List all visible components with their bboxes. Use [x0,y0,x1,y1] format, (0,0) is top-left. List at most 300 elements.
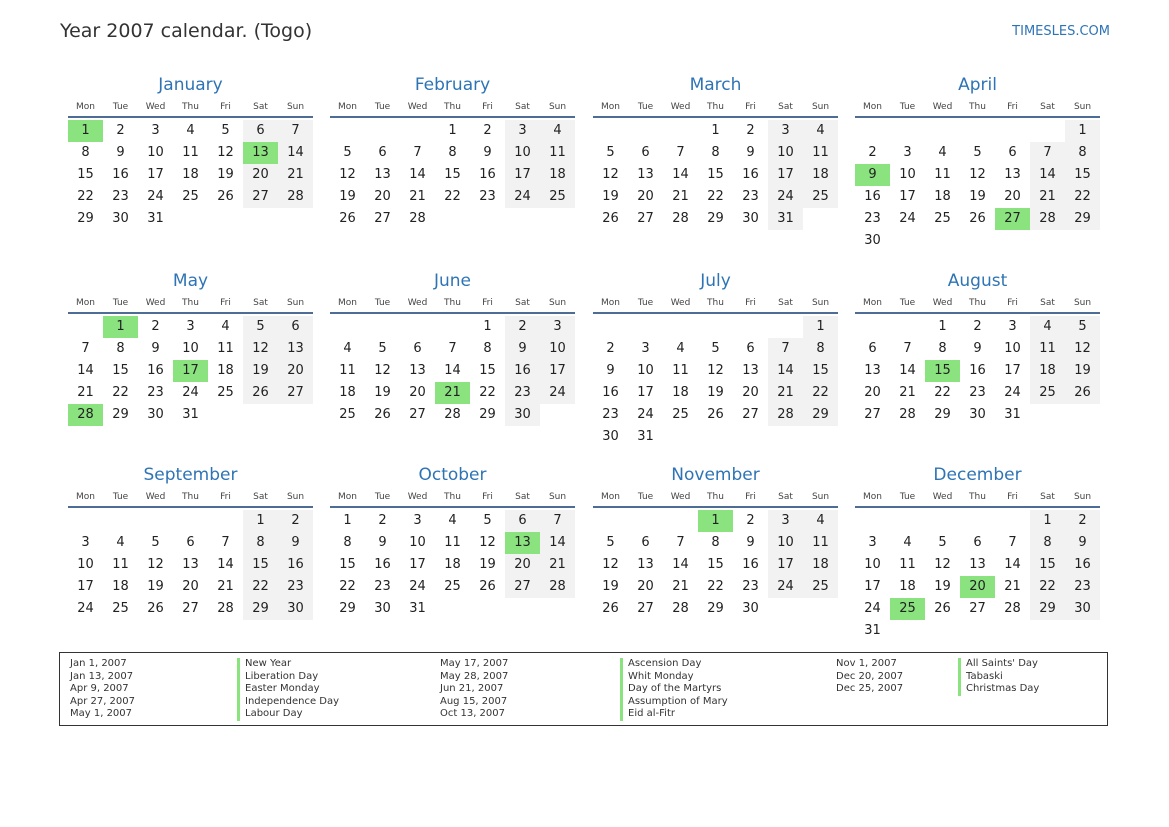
weekday-label: Wed [932,298,953,308]
legend-dates-column [440,658,508,721]
day-cell: 25 [803,186,838,208]
weekday-label: Sat [253,492,268,502]
weekday-label: Tue [112,492,129,502]
legend-dates-column [70,658,135,721]
holiday-cell: 9 [855,164,890,186]
weekday-label: Sun [1073,102,1092,112]
day-cell: 5 [243,316,278,338]
day-cell: 21 [672,189,689,204]
day-cell: 13 [637,557,654,572]
legend-holiday-name: Whit Monday [620,671,728,684]
weekday-label: Thu [444,102,461,112]
day-cell: 8 [1030,532,1065,554]
day-cell: 31 [768,208,803,230]
day-grid [855,510,1100,642]
day-cell: 28 [409,211,426,226]
day-cell: 22 [707,189,724,204]
day-cell: 2 [868,145,877,160]
day-cell: 9 [505,338,540,360]
weekday-label: Fri [482,492,493,502]
month-june [330,270,575,426]
day-cell: 13 [864,363,881,378]
weekday-header [593,490,838,508]
day-cell: 20 [505,554,540,576]
day-cell: 25 [444,579,461,594]
day-cell: 13 [182,557,199,572]
day-cell: 10 [182,341,199,356]
empty-cell [628,120,663,142]
day-cell: 30 [864,233,881,248]
month-february [330,74,575,230]
day-cell: 14 [672,167,689,182]
day-cell: 25 [540,186,575,208]
weekday-label: Mon [863,492,882,502]
day-cell: 3 [186,319,195,334]
day-cell: 7 [221,535,230,550]
day-cell: 18 [217,363,234,378]
day-cell: 7 [903,341,912,356]
day-cell: 5 [711,341,720,356]
day-cell: 15 [707,557,724,572]
day-cell: 17 [864,579,881,594]
legend-holiday-name: Day of the Martyrs [620,683,728,696]
weekday-label: Sat [515,298,530,308]
day-cell: 26 [243,382,278,404]
month-name: May [172,271,209,291]
weekday-label: Fri [1007,102,1018,112]
day-cell: 23 [479,189,496,204]
empty-cell [68,510,103,532]
day-cell: 10 [505,142,540,164]
day-cell: 29 [1030,598,1065,620]
weekday-label: Thu [707,492,724,502]
day-cell: 7 [1030,142,1065,164]
day-cell: 23 [969,385,986,400]
day-cell: 16 [742,557,759,572]
day-cell: 27 [742,407,759,422]
day-cell: 9 [278,532,313,554]
brand-link[interactable]: TIMESLES.COM [1012,24,1110,39]
empty-cell [628,316,663,338]
weekday-label: Wed [407,298,428,308]
empty-cell [960,510,995,532]
day-cell: 10 [540,338,575,360]
weekday-label: Fri [220,298,231,308]
day-cell: 7 [81,341,90,356]
day-cell: 10 [768,532,803,554]
day-cell: 9 [973,341,982,356]
day-cell: 19 [707,385,724,400]
weekday-label: Fri [1007,298,1018,308]
weekday-label: Thu [969,102,986,112]
day-cell: 7 [278,120,313,142]
day-cell: 26 [1065,382,1100,404]
day-cell: 24 [505,186,540,208]
day-cell: 20 [243,164,278,186]
day-cell: 6 [1008,145,1017,160]
day-cell: 3 [1008,319,1017,334]
day-cell: 28 [1030,208,1065,230]
day-cell: 12 [934,557,951,572]
weekday-label: Mon [338,298,357,308]
weekday-label: Wed [407,492,428,502]
weekday-label: Wed [145,298,166,308]
day-cell: 25 [803,576,838,598]
day-cell: 7 [768,338,803,360]
day-cell: 22 [479,385,496,400]
legend-date: Apr 27, 2007 [70,695,136,707]
weekday-label: Wed [932,492,953,502]
day-cell: 1 [1030,510,1065,532]
day-cell: 10 [768,142,803,164]
empty-cell [663,510,698,532]
weekday-header [330,100,575,118]
empty-cell [593,510,628,532]
day-cell: 28 [540,576,575,598]
weekday-label: Wed [670,298,691,308]
month-name: February [414,75,491,95]
empty-cell [925,510,960,532]
day-cell: 8 [448,145,457,160]
holiday-cell: 21 [435,382,470,404]
empty-cell [593,316,628,338]
day-cell: 22 [803,382,838,404]
day-cell: 17 [768,164,803,186]
day-cell: 30 [602,429,619,444]
holiday-cell: 13 [505,532,540,554]
day-cell: 22 [934,385,951,400]
day-cell: 12 [1065,338,1100,360]
day-cell: 2 [746,513,755,528]
weekday-header [593,100,838,118]
day-cell: 4 [116,535,125,550]
day-cell: 6 [243,120,278,142]
day-cell: 3 [868,535,877,550]
day-cell: 27 [637,211,654,226]
day-cell: 3 [413,513,422,528]
month-may [68,270,313,426]
empty-cell [138,510,173,532]
weekday-label: Fri [482,102,493,112]
day-cell: 12 [479,535,496,550]
weekday-label: Wed [670,492,691,502]
holiday-cell: 27 [995,208,1030,230]
day-cell: 19 [602,189,619,204]
weekday-label: Mon [76,102,95,112]
day-cell: 30 [742,211,759,226]
day-cell: 22 [243,576,278,598]
day-cell: 14 [672,557,689,572]
day-cell: 24 [77,601,94,616]
month-name: September [143,465,238,485]
empty-cell [400,120,435,142]
day-cell: 31 [147,211,164,226]
day-cell: 1 [448,123,457,138]
day-cell: 11 [934,167,951,182]
day-cell: 1 [1065,120,1100,142]
empty-cell [995,120,1030,142]
day-grid [68,316,313,426]
day-cell: 21 [278,164,313,186]
day-cell: 22 [1065,186,1100,208]
day-cell: 18 [899,579,916,594]
day-cell: 1 [243,510,278,532]
day-cell: 11 [182,145,199,160]
weekday-label: Fri [1007,492,1018,502]
day-cell: 14 [444,363,461,378]
day-cell: 7 [1008,535,1017,550]
day-cell: 31 [409,601,426,616]
day-cell: 23 [278,576,313,598]
day-cell: 19 [243,360,278,382]
day-grid [855,120,1100,252]
day-cell: 4 [676,341,685,356]
empty-cell [855,510,890,532]
day-cell: 29 [339,601,356,616]
day-cell: 20 [864,385,881,400]
day-cell: 2 [505,316,540,338]
day-cell: 18 [803,164,838,186]
day-cell: 29 [707,601,724,616]
day-cell: 13 [409,363,426,378]
day-cell: 17 [1004,363,1021,378]
day-cell: 18 [112,579,129,594]
day-cell: 4 [448,513,457,528]
day-cell: 20 [278,360,313,382]
day-cell: 10 [147,145,164,160]
day-cell: 19 [934,579,951,594]
day-cell: 29 [479,407,496,422]
empty-cell [663,120,698,142]
day-cell: 3 [505,120,540,142]
day-cell: 19 [602,579,619,594]
day-cell: 8 [483,341,492,356]
day-cell: 24 [147,189,164,204]
day-cell: 7 [676,145,685,160]
day-cell: 25 [182,189,199,204]
day-cell: 14 [540,532,575,554]
day-cell: 5 [938,535,947,550]
day-cell: 10 [77,557,94,572]
day-cell: 6 [378,145,387,160]
day-cell: 22 [707,579,724,594]
day-cell: 27 [637,601,654,616]
day-cell: 12 [602,167,619,182]
day-cell: 14 [278,142,313,164]
day-cell: 26 [969,211,986,226]
day-cell: 12 [707,363,724,378]
weekday-label: Mon [76,298,95,308]
weekday-label: Sat [253,102,268,112]
day-cell: 17 [540,360,575,382]
day-cell: 12 [217,145,234,160]
day-cell: 1 [803,316,838,338]
day-cell: 14 [1030,164,1065,186]
day-cell: 11 [803,532,838,554]
day-cell: 29 [934,407,951,422]
weekday-label: Fri [220,492,231,502]
legend-date: Jun 21, 2007 [440,683,504,695]
page-title: Year 2007 calendar. (Togo) [60,20,313,42]
day-cell: 17 [77,579,94,594]
weekday-label: Tue [899,492,916,502]
empty-cell [435,316,470,338]
empty-cell [173,510,208,532]
day-cell: 22 [112,385,129,400]
day-cell: 21 [1004,579,1021,594]
day-cell: 23 [602,407,619,422]
day-cell: 1 [938,319,947,334]
day-cell: 8 [938,341,947,356]
day-cell: 9 [746,145,755,160]
day-cell: 9 [1065,532,1100,554]
day-grid [330,316,575,426]
day-cell: 6 [641,145,650,160]
empty-cell [330,120,365,142]
weekday-label: Sun [548,492,567,502]
day-cell: 8 [343,535,352,550]
weekday-header [68,490,313,508]
day-cell: 26 [339,211,356,226]
day-cell: 29 [707,211,724,226]
weekday-header [855,100,1100,118]
day-cell: 26 [707,407,724,422]
month-name: August [947,271,1008,291]
day-cell: 16 [112,167,129,182]
day-cell: 8 [711,145,720,160]
day-cell: 2 [1065,510,1100,532]
day-cell: 26 [934,601,951,616]
day-cell: 6 [746,341,755,356]
day-cell: 21 [672,579,689,594]
weekday-header [855,490,1100,508]
day-cell: 19 [339,189,356,204]
weekday-label: Mon [601,102,620,112]
empty-cell [995,510,1030,532]
legend-holiday-name: Assumption of Mary [620,696,728,709]
day-cell: 28 [217,601,234,616]
day-cell: 6 [186,535,195,550]
day-cell: 28 [444,407,461,422]
weekday-label: Tue [637,102,654,112]
month-january [68,74,313,230]
month-december [855,464,1100,642]
day-cell: 28 [768,404,803,426]
day-cell: 26 [374,407,391,422]
weekday-label: Wed [670,102,691,112]
weekday-label: Tue [899,298,916,308]
day-grid [330,120,575,230]
holiday-cell: 28 [68,404,103,426]
month-march [593,74,838,230]
day-cell: 18 [540,164,575,186]
day-cell: 7 [540,510,575,532]
day-cell: 15 [803,360,838,382]
day-cell: 21 [77,385,94,400]
legend-date: Dec 25, 2007 [836,683,904,695]
day-cell: 11 [899,557,916,572]
day-cell: 31 [1004,407,1021,422]
weekday-label: Tue [374,102,391,112]
weekday-label: Mon [601,298,620,308]
holiday-cell: 1 [103,316,138,338]
day-cell: 7 [413,145,422,160]
day-cell: 25 [112,601,129,616]
day-cell: 20 [1004,189,1021,204]
legend-holiday-name: All Saints' Day [958,658,1039,671]
day-cell: 21 [540,554,575,576]
day-cell: 6 [413,341,422,356]
day-cell: 8 [116,341,125,356]
weekday-label: Sun [286,492,305,502]
holiday-legend [59,652,1108,726]
day-cell: 2 [483,123,492,138]
day-cell: 10 [409,535,426,550]
day-cell: 9 [483,145,492,160]
legend-holiday-name: Eid al-Fitr [620,708,728,721]
day-cell: 2 [606,341,615,356]
day-cell: 15 [339,557,356,572]
day-cell: 18 [672,385,689,400]
day-cell: 16 [278,554,313,576]
day-cell: 27 [182,601,199,616]
month-name: December [933,465,1022,485]
day-cell: 17 [505,164,540,186]
day-cell: 26 [479,579,496,594]
day-cell: 15 [1065,164,1100,186]
weekday-header [330,296,575,314]
weekday-header [330,490,575,508]
day-grid [593,510,838,620]
empty-cell [400,316,435,338]
day-cell: 24 [768,186,803,208]
day-cell: 2 [278,510,313,532]
weekday-label: Thu [182,102,199,112]
day-grid [330,510,575,620]
weekday-label: Fri [482,298,493,308]
day-grid [593,120,838,230]
day-cell: 8 [803,338,838,360]
day-cell: 19 [969,189,986,204]
legend-date: May 17, 2007 [440,658,509,669]
day-cell: 4 [186,123,195,138]
day-cell: 16 [864,189,881,204]
weekday-label: Mon [338,102,357,112]
weekday-label: Thu [707,102,724,112]
day-cell: 27 [505,576,540,598]
day-cell: 12 [374,363,391,378]
weekday-label: Tue [637,492,654,502]
weekday-label: Fri [745,492,756,502]
day-cell: 28 [1004,601,1021,616]
day-cell: 26 [602,211,619,226]
holiday-cell: 1 [68,120,103,142]
empty-cell [890,120,925,142]
day-cell: 9 [606,363,615,378]
legend-holiday-name: Liberation Day [237,671,339,684]
day-cell: 14 [768,360,803,382]
day-cell: 15 [243,554,278,576]
day-cell: 27 [243,186,278,208]
legend-date: Jan 1, 2007 [70,658,127,669]
weekday-label: Fri [220,102,231,112]
weekday-label: Wed [407,102,428,112]
day-cell: 16 [1065,554,1100,576]
weekday-label: Sat [253,298,268,308]
day-cell: 5 [221,123,230,138]
day-cell: 15 [479,363,496,378]
day-cell: 11 [540,142,575,164]
